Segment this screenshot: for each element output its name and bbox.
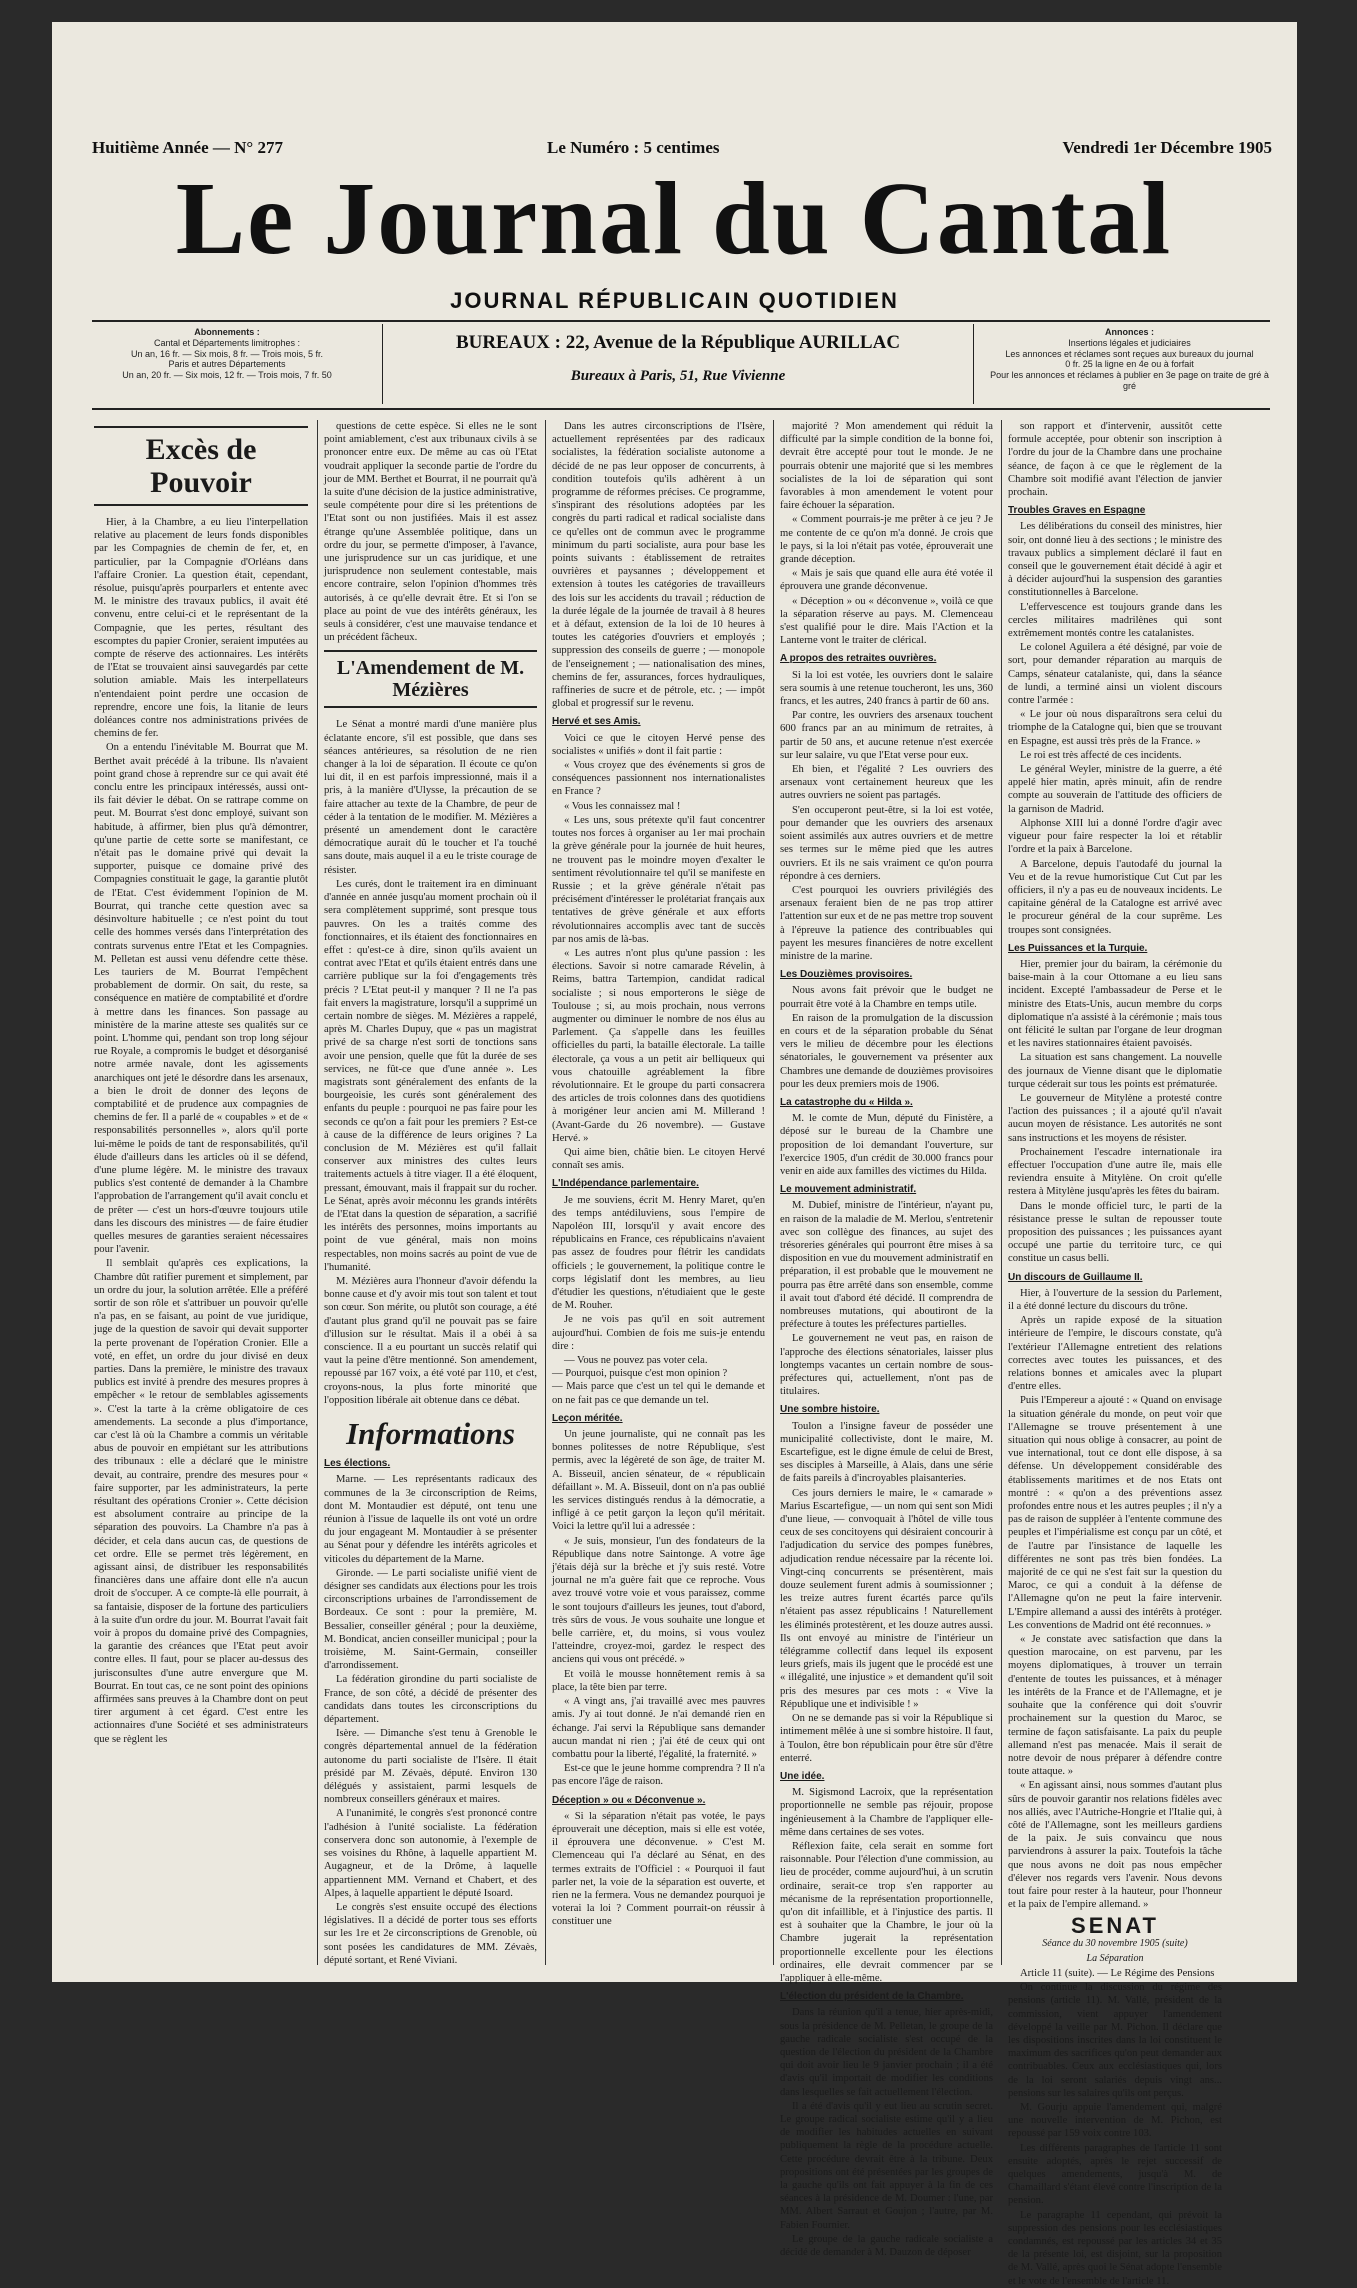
article-paragraph: « Vous les connaissez mal ! — [564, 800, 681, 812]
column-3 — [552, 420, 765, 1965]
article-paragraph: La situation est sans changement. La nouvelle des journaux de Vienne disant que le diplomatie turque céderait sur tous les points est prématurée. — [1008, 1052, 1222, 1090]
column-divider — [773, 420, 774, 1965]
article-paragraph: Je me souviens, écrit M. Henry Maret, qu'en des temps antédiluviens, sous l'empire de Napoléon III, lorsqu'il y avait encore des républicains en France, ces républicains n'avaient pas assez de foudres pour flétrir les candidats officiels ; le gouvernement, la politique contre le corps législatif dont les membres, au lieu d'étudier les questions, n'étudiaient que le geste de M. Rouher. — [552, 1194, 765, 1312]
article-paragraph: M. le comte de Mun, député du Finistère, a déposé sur le bureau de la Chambre une proposition de loi demandant l'ouverture, sur l'exercice 1905, d'un crédit de 30.000 francs pour venir en aide aux familles des victimes du Hilda. — [780, 1113, 993, 1177]
article-paragraph: On continue la discussion du régime des pensions (article 11). M. Vallé, président de la commission, vient appuyer l'amendement développé la veille par M. Pichon. Il déclare que les dispositions inscrites dans la loi constituent le maximum des sacrifices qu'on peut demander aux contribuables. Ceux aux ecclésiastiques qui, lors de la loi seront salariés depuis vingt ans... pensions sur les salaires qu'ils ont perçus. — [1008, 1982, 1222, 2099]
article-paragraph: Dans la réunion qu'il a tenue, hier après-midi, sous la présidence de M. Pelletan, le groupe de la gauche radicale socialiste s'est occupé de la question de l'élection du président de la Chambre qui doit avoir lieu le 9 janvier prochain ; il a été d'avis qu'il importait de modifier les conditions dans lesquelles se fait actuellement l'élection. — [780, 2007, 993, 2098]
article-paragraph: « Vous croyez que des événements si gros de conséquences passionnent nos internationalistes en France ? — [552, 760, 765, 798]
section-subheading: Hervé et ses Amis. — [552, 716, 641, 728]
article-paragraph: Gironde. — Le parti socialiste unifié vient de désigner ses candidats aux élections pour les trois circonscriptions urbaines de l'arrondissement de Bordeaux. Ce sont : pour la première, M. Bessalier, conseiller général ; pour la deuxième, M. Bondicat, ancien conseiller municipal ; pour la troisième, M. Saint-Germain, conseiller d'arrondissement. — [324, 1567, 537, 1672]
masthead-rule-bottom — [92, 408, 1270, 410]
masthead-rule-top — [92, 320, 1270, 322]
article-paragraph: Le général Weyler, ministre de la guerre, a été appelé hier matin, après minuit, afin de rendre compte au souverain de l'attitude des officiers de la garnison de Madrid. — [1008, 764, 1222, 815]
article-paragraph: C'est pourquoi les ouvriers privilégiés des arsenaux feraient bien de ne pas trop attirer l'attention sur eux et de ne pas mettre trop souvent à l'épreuve la patience des contribuables qui payent les mesures financières de notre excellent ministre de la marine. — [780, 884, 993, 962]
article-paragraph: Je ne vois pas qu'il en soit autrement aujourd'hui. Combien de fois me suis-je entendu dire : — [552, 1314, 765, 1352]
article-paragraph: Marne. — Les représentants radicaux des communes de la 3e circonscription de Reims, dont M. Montaudier est député, ont tenu une réunion à l'issue de laquelle ils ont voté un ordre du jour engageant M. Montaudier à se présenter au Sénat pour y défendre les intérêts agricoles et viticoles du département de la Marne. — [324, 1474, 537, 1565]
article-paragraph: A Barcelone, depuis l'autodafé du journal la Veu et de la revue humoristique Cut Cut par les officiers, il n'y a pas eu de nouveaux incidents. Le capitaine général de la Catalogne est arrivé avec le procureur général de la cour suprême. Les troupes sont consignées. — [1008, 858, 1222, 936]
article-paragraph: « Comment pourrais-je me prêter à ce jeu ? Je me contente de ce qu'on m'a donné. Je crois que le pays, si la loi n'était pas votée, éprouverait une grande déception. — [780, 514, 993, 566]
section-subheading: A propos des retraites ouvrières. — [780, 653, 937, 665]
column-1 — [94, 420, 308, 1965]
article-paragraph: Il a été d'avis qu'il y eut lieu au scrutin secret. Le groupe radical socialiste estime qu'il y a lieu de modifier les habitudes actuelles en suivant publiquement la règle de la procédure actuelle. Cette procédure devrait être à la tribune. Deux propositions ont été présentées par les groupes de la gauche qu'ils ont fait appuyer à la fin de ces séances à la présidence de M. Doumer : l'une, par MM. Albert Sarraut et Goujon ; l'autre, par M. Fabien Fournier. — [780, 2100, 993, 2231]
article-paragraph: M. Mézières aura l'honneur d'avoir défendu la bonne cause et d'y avoir mis tout son talent et tout son cœur. Son mérite, ou plutôt son courage, a été d'autant plus grand qu'il ne pouvait pas se faire d'illusion sur le résultat. Mais il a obéi à sa conscience. Il a eu pourtant un succès relatif qui vaut la peine d'être mentionné. Son amendement, repoussé par 167 voix, a été voté par 110, et c'est, croyons-nous, la plus forte minorité que l'opposition libérale ait obtenue dans ce débat. — [324, 1275, 537, 1406]
section-subheading: Les Puissances et la Turquie. — [1008, 942, 1148, 954]
section-subheading: Déception » ou « Déconvenue ». — [552, 1794, 706, 1806]
article-paragraph: Par contre, les ouvriers des arsenaux touchent 600 francs par an au minimum de retraites, à partir de 50 ans, et aucune retenue n'est exercée sur leur salaire, vu que l'Etat verse pour eux. — [780, 710, 993, 761]
section-subheading: Un discours de Guillaume II. — [1008, 1271, 1143, 1283]
subscriptions-heading: Abonnements : — [194, 327, 260, 337]
article-paragraph: Toulon a l'insigne faveur de posséder une municipalité collectiviste, dont le maire, M. Escartefigue, est le digne émule de celui de Brest, ses disciples à Marseille, à Alais, dans une série de faits pareils à d'incroyables plaisanteries. — [780, 1420, 993, 1485]
article-paragraph: questions de cette espèce. Si elles ne le sont point amiablement, c'est aux tribunaux civils à se prononcer entre eux. De même au cas où l'Etat voudrait appliquer la seconde partie de l'ordre du jour de MM. Berthet et Bourrat, il ne pourrait qu'à la suite d'une décision de la justice administrative, seule compétente pour dire si les prétentions de l'Etat sont ou non justifiées. Mais il est assez étrange qu'une Assemblée politique, dans un ordre du jour, se permette d'imposer, à l'avance, une jurisprudence sur un cas juridique, et une jurisprudence non seulement contestable, mais encore contraire, selon l'opinion d'hommes très autorisés, à ce qu'elle devrait être. Et si l'on se place au point de vue des intérêts généraux, les seuls à considérer, c'est une mauvaise tendance et un précédent fâcheux. — [324, 421, 537, 644]
bureaux-box — [382, 324, 974, 404]
article-headline: L'Amendement de M. Mézières — [324, 650, 537, 708]
article-paragraph: Ces jours derniers le maire, le « camarade » Marius Escartefigue, — un nom qui sent son Midi d'une lieue, — convoquait à l'hôtel de ville tous ceux de ses concitoyens qui désiraient concourir à l'adjudication du service des pompes funèbres, adjudication rendue nécessaire par la récente loi. Vingt-cinq concurrents se présentèrent, mais douze seulement furent admis à soumissionner ; les treize autres furent écartés parce qu'ils n'étaient pas assez républicains ! Naturellement les éliminés protestèrent, et les douze autres aussi. Ils ont envoyé au ministre de l'intérieur un télégramme collectif dans lequel ils exposent leurs griefs, mais ils jugent que le procédé est une « illégalité, une injustice » et demandent qu'il soit pris des mesures par ces mots : « Vive la République une et indivisible ! » — [780, 1487, 993, 1710]
section-subheading: Les élections. — [324, 1458, 391, 1470]
senat-session-date: Séance du 30 novembre 1905 (suite) — [1042, 1937, 1188, 1949]
newspaper-title: Le Journal du Cantal — [175, 161, 1173, 276]
section-subheading: Leçon méritée. — [552, 1412, 623, 1424]
article-paragraph: Il semblait qu'après ces explications, la Chambre dût ratifier purement et simplement, par un ordre du jour, la solution arrêtée. Elle a préféré sortir de son rôle et s'attribuer un pouvoir qu'elle n'a pas, en se faisant, au point de vue juridique, juge de la question de savoir qui devait supporter la perte provenant de l'opération Cronier. Elle a voté, en effet, un ordre du jour divisé en deux parties. Dans la première, le ministre des travaux publics est invité à prendre des mesures propres à empêcher « le retour de semblables agissements ». C'est la tarte à la crème obligatoire de ces amendements. La seconde a plus d'importance, car c'est là où la Chambre a commis un véritable abus de pouvoir en empiétant sur les attributions des tribunaux : elle a déclaré que le ministre devait, au contraire, prendre des mesures pour « faire supporter, par les administrateurs, la perte résultant des opérations Cronier ». Cette décision est absolument contraire au principe de la séparation des pouvoirs. La Chambre n'a pas à décider, et cela dans aucun cas, de questions de cet ordre. Elle se permet très légèrement, en agissant ainsi, de distribuer les responsabilités financières dans une affaire dont elle n'a aucun droit de s'occuper. A ce compte-là elle pourrait, à sa fantaisie, disposer de la fortune des particuliers à la suite d'un ordre du jour. M. Bourrat l'avait fait voir à propos du domaine privé des Compagnies, la garantie des créances que l'Etat peut avoir contre elles. Il faut, pour se placer au-dessus des jurisconsultes d'une autre envergure que M. Bourrat. En tout cas, ce ne sont point des opinions affirmées sans preuves à la Chambre dont on peut tirer argument à cet égard. C'est entre les actionnaires d'une Société et ses administrateurs que se règlent les — [94, 1258, 308, 1745]
edition-number: Huitième Année — N° 277 — [92, 138, 283, 157]
article-paragraph: La fédération girondine du parti socialiste de France, de son côté, a décidé de présenter des candidats dans toutes les circonscriptions du département. — [324, 1674, 537, 1726]
article-paragraph: Est-ce que le jeune homme comprendra ? Il n'a pas encore l'âge de raison. — [552, 1763, 765, 1788]
article-paragraph: Hier, à la Chambre, a eu lieu l'interpellation relative au placement de leurs fonds disponibles par les Compagnies de chemin de fer, et, en particulier, par la Compagnie d'Orléans dans l'affaire Cronier. La question était, cependant, résolue, puisqu'après pourparlers et entente avec M. le ministre des travaux publics, il avait été convenu, entre celui-ci et le représentant de la Compagnie, que les pertes, résultant des escomptes du papier Cronier, seraient imputées au compte de réserve des actionnaires. Les intérêts de l'Etat se trouvaient ainsi sauvegardés par cette solution amiable. Mais les interpellateurs n'entendaient point perdre une occasion de reprendre, encore une fois, la litanie de leurs doléances contre nos administrations privées de chemins de fer. — [94, 517, 308, 740]
article-paragraph: Nous avons fait prévoir que le budget ne pourrait être voté à la Chambre en temps utile. — [780, 985, 993, 1010]
article-paragraph: Le Sénat a montré mardi d'une manière plus éclatante encore, s'il est possible, que dans ses séances antérieures, sa résolution de ne rien changer à la loi de séparation. Il écoute ce qu'on lui dit, il en est parfois impressionné, mais il a pris, à la manière d'Ulysse, la précaution de se faire attacher au texte de la Chambre, de peur de céder à la tentation de le modifier. M. Mézières a présenté un amendement dont le caractère démocratique aurait dû le toucher et l'a touché sans doute, mais auquel il a eu le triste courage de résister. — [324, 719, 537, 876]
announcements-line: Les annonces et réclames sont reçues aux bureaux du journal — [1005, 348, 1254, 359]
article-paragraph: « Les uns, sous prétexte qu'il faut concentrer toutes nos forces à organiser au 1er mai prochain la grève générale pour la journée de huit heures, ne trouvent pas le moindre moyen d'exalter le sentiment révolutionnaire tel qu'il se manifeste en Russie ; et la grève générale n'était pas précisément d'intéresser le prolétariat français aux tentatives de grève générale et aux efforts révolutionnaires accomplis avec tant de succès par nos amis de là-bas. — [552, 814, 765, 945]
article-paragraph: Qui aime bien, châtie bien. Le citoyen Hervé connaît ses amis. — [552, 1146, 765, 1172]
article-paragraph: S'en occuperont peut-être, si la loi est votée, pour demander que les ouvriers des arsenaux soient assimilés aux autres ouvriers et de mettre ses termes sur le même pied que les autres ouvriers. Et ils ne sais vraiment ce qu'on pourra répondre à ces derniers. — [780, 804, 993, 882]
article-paragraph: « En agissant ainsi, nous sommes d'autant plus sûrs de pouvoir garantir nos relations fidèles avec nos alliés, avec l'Autriche-Hongrie et l'Italie qui, à côté de l'Allemagne, sont les meilleurs gardiens de la paix. Je suis convaincu que nous parviendrons à assurer la paix. Toutefois la tâche que nous avons ne doit pas nous empêcher d'élever nos regards vers l'avenir. Nous devons tout faire pour rester à la hauteur, pour l'honneur et la paix de l'empire allemand. » — [1008, 1780, 1222, 1911]
article-paragraph: Les délibérations du conseil des ministres, hier soir, ont donné lieu à des sections ; le ministre des travaux publics a simplement déclaré il faut en conseil que le gouvernement était décidé à agir et à décider aujourd'hui la suspension des garanties constitutionnelles à Barcelone. — [1008, 521, 1222, 599]
article-paragraph: Le gouverneur de Mitylène a protesté contre l'action des puissances ; il a ajouté qu'il n'avait aucun moyen de résistance. Les autorités ne sont sans instructions et les moyens de résister. — [1008, 1092, 1222, 1144]
article-paragraph: Dans le monde officiel turc, le parti de la résistance presse le sultan de repousser toute proposition des puissances ; les puissances ayant occupé une partie du territoire turc, ce qui constitue un casus belli. — [1008, 1200, 1222, 1265]
article-paragraph: Un jeune journaliste, qui ne connaît pas les bonnes politesses de notre République, s'est permis, avec la légèreté de son âge, de traiter M. A. Bisseuil, ancien sénateur, de « républicain défaillant ». M. A. Bisseuil, dont on n'a pas oublié les services distingués rendus à la démocratie, a infligé à ce petit garçon la leçon qu'il méritait. Voici la lettre qu'il lui a adressée : — [552, 1429, 765, 1533]
masthead-info-line — [92, 138, 1272, 158]
article-paragraph: L'effervescence est toujours grande dans les cercles militaires madrilènes qui sont extrêmement montés contre les catalanistes. — [1008, 601, 1222, 640]
section-subheading: Une sombre histoire. — [780, 1404, 880, 1416]
article-headline: Excès de Pouvoir — [94, 426, 308, 506]
article-paragraph: majorité ? Mon amendement qui réduit la difficulté par la simple condition de la bonne foi, devrait être accepté pour tout le monde. Je ne pourrais obtenir une majorité que si les membres socialistes de la loi de séparation qui sont favorables à mon amendement le votent pour faire échouer la séparation. — [780, 421, 993, 512]
article-paragraph: On ne se demande pas si voir la République si intimement mêlée à une si sombre histoire. Il faut, à Toulon, être bon républicain pour être sûr d'être enterré. — [780, 1713, 993, 1764]
article-paragraph: Après un rapide exposé de la situation intérieure de l'empire, le discours constate, qu'à l'extérieur l'Allemagne entretient des relations correctes avec toutes les puissances, et des relations bonnes et amicales avec la plupart d'entre elles. — [1008, 1315, 1222, 1393]
article-paragraph: « Je suis, monsieur, l'un des fondateurs de la République dans notre Saintonge. A votre âge j'étais déjà sur la brèche et j'y suis resté. Votre journal ne m'a guère fait que ce reproche. Vous avez trouvé votre voie et vous paraissez, comme le sont toujours d'ailleurs les jeunes, tout d'abord, très sûrs de vous. Je vous souhaite une longue et belle carrière, et, du moins, si vous voulez l'atteindre, croyez-moi, gardez le respect des anciens qui vous ont précédé. » — [552, 1535, 765, 1666]
subscriptions-box — [92, 327, 362, 381]
article-paragraph: M. Sigismond Lacroix, que la représentation proportionnelle ne semble pas réjouir, propose ingénieusement à la Chambre de l'appliquer elle-même dans certaines de ses votes. — [780, 1787, 993, 1838]
article-paragraph: Hier, premier jour du bairam, la cérémonie du baise-main à la cour Ottomane a eu lieu sans incident. Excepté l'ambassadeur de Perse et le ministre des Etats-Unis, aucun membre du corps diplomatique n'a assisté à la cérémonie ; mais tous ont félicité le sultan par l'organe de leur drogman et les navires stationnaires étaient pavoisés. — [1008, 958, 1222, 1050]
article-paragraph: « Les autres n'ont plus qu'une passion : les élections. Savoir si notre camarade Révelin, à Reims, battra Tartempion, candidat radical socialiste ; si nous emporterons le siège de Toulouse ; si, au mois prochain, nous verrons augmenter ou diminuer le nombre de nos élus au Parlement. Ça s'appelle dans les feuilles officielles du parti, la bataille électorale. La taille électorale, ça vous a un petit air belliqueux qui vous chatouille agréablement la fibre révolutionnaire. Et le groupe du parti consacrera des articles de trois colonnes dans des quotidiens à morigéner leur ancien ami M. Millerand ! (Avant-Garde du 26 novembre). — Gustave Hervé. » — [552, 947, 765, 1144]
section-subheading: La catastrophe du « Hilda ». — [780, 1096, 913, 1108]
article-paragraph: Eh bien, et l'égalité ? Les ouvriers des arsenaux vont certainement heureux que les autres ouvriers ne soient pas partagés. — [780, 764, 993, 802]
issue-price: Le Numéro : 5 centimes — [547, 138, 720, 157]
subscriptions-line: Un an, 20 fr. — Six mois, 12 fr. — Trois mois, 7 fr. 50 — [122, 370, 332, 381]
article-paragraph: Isère. — Dimanche s'est tenu à Grenoble le congrès départemental annuel de la fédération autonome du parti socialiste de l'Isère. Il était présidé par M. Zévaès, député. Environ 130 délégués y assistaient, parmi lesquels de nombreux conseillers généraux et maires. — [324, 1728, 537, 1806]
section-subheading: L'Indépendance parlementaire. — [552, 1178, 699, 1190]
newspaper-subtitle: JOURNAL RÉPUBLICAIN QUOTIDIEN — [450, 288, 899, 313]
article-paragraph: A l'unanimité, le congrès s'est prononcé contre l'adhésion à l'unité socialiste. La fédération conservera donc son autonomie, à l'exemple de ses voisines du Rhône, à laquelle appartient M. Augagneur, et de la Drôme, à laquelle appartiennent MM. Vernand et Chabert, et des Alpes, à laquelle appartient le député Isoard. — [324, 1808, 537, 1899]
article-paragraph: M. Dubief, ministre de l'intérieur, n'ayant pu, en raison de la maladie de M. Merlou, s'entretenir avec son collègue des finances, au sujet des trésoreries générales qui pourront être mises à sa disposition en vue du mouvement administratif en préparation, il est probable que le mouvement ne pourra pas être arrêté dans son ensemble, comme il avait tout d'abord été décidé. Il comprendra de nombreuses mutations, qui aboutiront de la préfecture à toutes les préfectures partielles. — [780, 1200, 993, 1331]
article-paragraph: Voici ce que le citoyen Hervé pense des socialistes « unifiés » dont il fait partie : — [552, 732, 765, 757]
section-headline: Informations — [346, 1416, 515, 1452]
section-subheading: Une idée. — [780, 1770, 825, 1782]
announcements-box — [987, 327, 1272, 392]
article-paragraph: Le roi est très affecté de ces incidents. — [1020, 749, 1182, 761]
bureaux-address: BUREAUX : 22, Avenue de la République AURILLAC — [455, 332, 901, 353]
announcements-line: 0 fr. 25 la ligne en 4e ou à forfait — [1065, 359, 1194, 370]
article-paragraph: — Vous ne pouvez pas voter cela. — Pourquoi, puisque c'est mon opinion ? — Mais parce que c'est un tel qui le demande et on ne fait pas ce que demande un tel. — [552, 1355, 765, 1406]
article-paragraph: Si la loi est votée, les ouvriers dont le salaire sera soumis à une retenue toucheront, les uns, 360 francs, et les autres, 240 francs à partir de 60 ans. — [780, 669, 993, 708]
article-paragraph: Puis l'Empereur a ajouté : « Quand on envisage la situation générale du monde, on peut voir que l'Allemagne se trouve présentement à une situation qui nous oblige à consacrer, au point de vue international, tout ce dont elle dispose, à sa défense. Un développement considérable des établissements maritimes et de nos Etats ont montré : « qu'on a des préventions assez profondes entre nous et les autres peuples ; il n'y a pas de raison de suppléer à l'entente commune des peuples et l'impérialisme est conçu par un côté, et de l'autre par l'insistance de laquelle les différentes ne sont pas très bien fondées. La majorité de ce qui ne s'est fait sur la question du Maroc, ce qui a conduit à la défense de l'Allemagne qu'on ne peut la faire intervenir. L'Empire allemand a aussi des intérêts à protéger. Les conventions de Madrid ont été reconnues. » — [1008, 1395, 1222, 1631]
article-paragraph: Article 11 (suite). — Le Régime des Pensions — [1020, 1967, 1215, 1979]
column-4 — [780, 420, 993, 2259]
section-subheading: Les Douzièmes provisoires. — [780, 969, 913, 981]
subscriptions-line: Un an, 16 fr. — Six mois, 8 fr. — Trois mois, 5 fr. — [130, 348, 324, 359]
article-paragraph: « Mais je sais que quand elle aura été votée il éprouvera une grande déconvenue. — [780, 568, 993, 593]
announcements-heading: Annonces : — [1104, 327, 1154, 337]
section-subheading: L'élection du président de la Chambre. — [780, 1991, 964, 2003]
subscriptions-line: Paris et autres Départements — [168, 359, 286, 370]
article-paragraph: Réflexion faite, cela serait en somme fort raisonnable. Pour l'élection d'une commission, au lieu de procéder, comme aujourd'hui, à un scrutin ordinaire, serait-ce trop s'en rapporter au mécanisme de la représentation proportionnelle, qu'on dit infaillible, et à l'injustice des partis. Il est à souhaiter que la Chambre, le jour où la Chambre jugerait la représentation proportionnelle excellente pour les élections ordinaires, elle devrait commencer par se l'appliquer à elle-même. — [780, 1840, 993, 1984]
article-paragraph: son rapport et d'intervenir, aussitôt cette formule acceptée, pour obtenir son inscription à l'ordre du jour de la Chambre dans une prochaine séance, de façon à ce que le règlement de la Chambre soit modifié avant l'élection de janvier prochain. — [1008, 421, 1222, 499]
newspaper-page — [52, 22, 1297, 2287]
article-paragraph: Le groupe de la gauche radicale socialiste a décidé de demander à M. Dauzon de déposer — [780, 2233, 993, 2259]
article-paragraph: « Si la séparation n'était pas votée, le pays éprouverait une déception, mais si elle est votée, il éprouvera une déconvenue. » C'est M. Clemenceau qui l'a déclaré au Sénat, en des termes extraits de l'Officiel : « Pourquoi il faut parler net, la voie de la séparation est ouverte, et rien ne la fermera. Vous ne demandez pourquoi je voterai la loi ? Comment pourrait-on réussir à constituer une — [552, 1810, 765, 1928]
article-paragraph: Prochainement l'escadre internationale ira effectuer l'occupation d'une autre île, mais elle reviendra ensuite à Mitylène. On croit qu'elle restera à Mitylène jusqu'après les fêtes du bairam. — [1008, 1146, 1222, 1198]
subscriptions-line: Cantal et Départements limitrophes : — [153, 337, 301, 348]
bureaux-paris: Bureaux à Paris, 51, Rue Vivienne — [570, 368, 786, 384]
article-paragraph: Les différents paragraphes de l'article 11 sont ensuite adoptés, après le rejet successif de quelques amendements, jusqu'à M. de Chamaillard s'étant élevé contre l'inscription de la pension. — [1008, 2142, 1222, 2207]
article-paragraph: M. Gourju appuie l'amendement qui, malgré une nouvelle intervention de M. Pichon, est repoussé par 159 voix contre 103. — [1008, 2101, 1222, 2140]
article-paragraph: Dans les autres circonscriptions de l'Isère, actuellement représentées par des radicaux socialistes, la fédération socialiste autonome a décidé de ne pas leur opposer de concurrents, à condition toutefois qu'ils adhèrent à un programme de réformes précises. Ce programme, s'inspirant des résolutions adoptées par les congrès du parti radical et radical socialiste dans ce qu'elles ont de commun avec le programme minimum du parti socialiste, aura pour base les points suivants : établissement de retraites ouvrières et paysannes ; développement et extension à toutes les catégories de travailleurs des lois sur les accidents du travail ; réduction de la durée légale de la journée de travail à 8 heures et à défaut, extension de la loi de 10 heures à toutes les catégories d'ouvriers et employés ; suppression des conseils de guerre ; — monopole de l'enseignement ; — nationalisation des mines, chemins de fer, assurances, forces hydrauliques, raffineries de sucre et de pétrole, etc. ; — impôt global et progressif sur le revenu. — [552, 421, 765, 710]
column-divider — [545, 420, 546, 1965]
column-5 — [1008, 420, 1222, 2287]
article-paragraph: « Le jour où nous disparaîtrons sera celui du triomphe de la Catalogne qui, bien que se trouvant en Espagne, est aussi très près de la France. » — [1008, 709, 1222, 747]
article-paragraph: Le paragraphe 11 cependant, qui prévoit la suppression des pensions pour les ecclésiastiques condamnés, est repoussé par les articles 34 et 35 de la présente loi, est disjoint, sur la proposition de M. Vallé, après quoi le Sénat adopte l'ensemble et le vote de l'ensemble de l'article 11. — [1008, 2209, 1222, 2287]
article-paragraph: Le gouvernement ne veut pas, en raison de l'approche des élections sénatoriales, laisser plus longtemps vacantes un certain nombre de sous-préfectures qui, actuellement, n'ont pas de titulaires. — [780, 1333, 993, 1398]
announcements-line: Insertions légales et judiciaires — [1068, 337, 1191, 348]
article-paragraph: « Déception » ou « déconvenue », voilà ce que la séparation réserve au pays. M. Clemenceau s'est qualifié pour le dire. Mais l'Action et la Lanterne vont le traiter de clérical. — [780, 595, 993, 647]
senat-headline: SENAT — [1071, 1913, 1159, 1939]
announcements-line: Pour les annonces et réclames à publier en 3e page on traite de gré à gré — [990, 370, 1269, 391]
issue-date: Vendredi 1er Décembre 1905 — [1062, 138, 1272, 157]
section-subheading: Troubles Graves en Espagne — [1008, 505, 1146, 517]
column-divider — [1001, 420, 1002, 1965]
article-paragraph: « A vingt ans, j'ai travaillé avec mes pauvres amis. J'y ai tout donné. Je n'ai demandé rien en échange. J'ai servi la République sans demander aucun mandat ni rien ; j'ai été de ceux qui ont combattu pour la liberté, l'égalité, la fraternité. » — [552, 1696, 765, 1760]
article-paragraph: On a entendu l'inévitable M. Bourrat que M. Berthet avait précédé à la tribune. Ils n'avaient point grand chose à reprendre sur ce qui avait été conclu entre les principaux intéressés, aussi ont-ils fait dévier le débat. On se rattrape comme on peut. M. Bourrat s'est donc employé, suivant son habitude, à affirmer, bien plus qu'à démontrer, qu'une partie de cette sorte se manifestant, ce n'était pas le domaine privé qui devait la supporter, puisque ce domaine privé des Compagnies constituait le gage, la garantie plutôt de l'Etat. C'est évidemment l'opinion de M. Bourrat, qui tranche cette question avec sa désinvolture habituelle ; ce n'est point du tout celle des hommes versés dans l'interprétation des contrats survenus entre l'Etat et les Compagnies. M. Pelletan est aussi venu défendre cette thèse. Les tauriers de M. Bourrat l'empêchent probablement de dormir. On sait, du reste, sa conséquence en matière de comptabilité et d'ordre à mettre dans les finances. Son passage au ministère de la marine atteste ses qualités sur ce point. L'homme qui, pendant son trop long séjour rue Royale, a compromis le budget et désorganisé notre armée navale, dont les agissements anarchiques ont jeté le désordre dans les arsenaux, a bien le droit de donner des leçons de comptabilité et de prudence aux compagnies de chemins de fer. Il a parlé de « coupables » et de « responsabilités personnelles », alors qu'il porte lui-même le poids de tant de responsabilités, qu'il élude d'ailleurs dans les articles où il se défend, d'une plume légère. M. le ministre des travaux publics s'est contenté de demander à la Chambre l'approbation de l'arrangement qu'il avait conclu et de prêter — c'est un hors-d'œuvre toujours utile dans les discours des ministres — de faire étudier quelles mesures de garanties seraient nécessaires pour l'avenir. — [94, 742, 308, 1256]
section-subheading: Le mouvement administratif. — [780, 1184, 917, 1196]
article-paragraph: « Je constate avec satisfaction que dans la question marocaine, on est parvenu, par les moyens diplomatiques, à trouver un terrain d'entente de toutes les puissances, et à ménager les intérêts de la France et de l'Allemagne, et je souhaite que la conférence qui doit s'ouvrir prochainement sur la question du Maroc, se termine de façon satisfaisante. La paix du peuple allemand n'est pas menacée. Mais il serait de notre devoir de nous préparer à défendre contre toute attaque. » — [1008, 1634, 1222, 1778]
column-2 — [324, 420, 537, 1965]
senat-topic: La Séparation — [1086, 1952, 1144, 1964]
article-paragraph: Le colonel Aguilera a été désigné, par voie de sort, pour demander réparation au marquis de Camps, sénateur catalaniste, qui, dans la séance de lundi, a terminé ainsi un violent discours contre l'armée : — [1008, 642, 1222, 707]
article-paragraph: En raison de la promulgation de la discussion en cours et de la séparation probable du Sénat vers le milieu de décembre pour les élections sénatoriales, le gouvernement va présenter aux Chambres une demande de douzièmes provisoires pour les deux premiers mois de 1906. — [780, 1012, 993, 1090]
article-paragraph: Alphonse XIII lui a donné l'ordre d'agir avec vigueur pour faire respecter la loi et rétablir l'ordre et la paix à Barcelone. — [1008, 817, 1222, 856]
column-divider — [317, 420, 318, 1965]
article-paragraph: Et voilà le mousse honnêtement remis à sa place, la tête bien par terre. — [552, 1668, 765, 1693]
article-paragraph: Hier, à l'ouverture de la session du Parlement, il a été donné lecture du discours du trône. — [1008, 1287, 1222, 1312]
article-paragraph: Les curés, dont le traitement ira en diminuant d'année en année jusqu'au moment prochain où il sera complètement supprimé, sont presque tous pauvres. On les a traités comme des fonctionnaires, et ils étaient des fonctionnaires en effet : qu'est-ce à dire, sinon qu'ils avaient un contrat avec l'Etat et qu'ils étaient entrés dans une carrière publique sur la foi d'engagements très précis ? L'Etat peut-il y manquer ? Il ne l'a pas fait envers la magistrature, lorsqu'il a supprimé un certain nombre de sièges. M. Mézières a rappelé, après M. Charles Dupuy, que « pas un magistrat privé de sa charge n'est sorti de tonctions sans avoir une pension, quelle que fût la durée de ses services, ne fût-ce que d'une année ». Les magistrats sont généralement des enfants de la bourgeoisie, les curés sont généralement des enfants du peuple : pourquoi ne pas faire pour les seconds ce qu'on a fait pour les premiers ? Est-ce à cause de la différence de leurs origines ? La conclusion de M. Mézières est qu'il fallait conserver aux ministres des cultes leurs traitements actuels à titre viager. Il a été éloquent, pressant, émouvant, mais il frappait sur du rocher. Le Sénat, après avoir méconnu les grands intérêts de l'Etat dans la question de séparation, a sacrifié les intérêts des personnes, moins importants au point de vue général, mais non moins respectables, non moins sacrés au point de vue de l'humanité. — [324, 878, 537, 1273]
article-paragraph: Le congrès s'est ensuite occupé des élections législatives. Il a décidé de porter tous ses efforts sur les 1re et 2e circonscriptions de Grenoble, où sont posées les candidatures de MM. Zévaès, député sortant, et René Viviani. — [324, 1901, 537, 1966]
